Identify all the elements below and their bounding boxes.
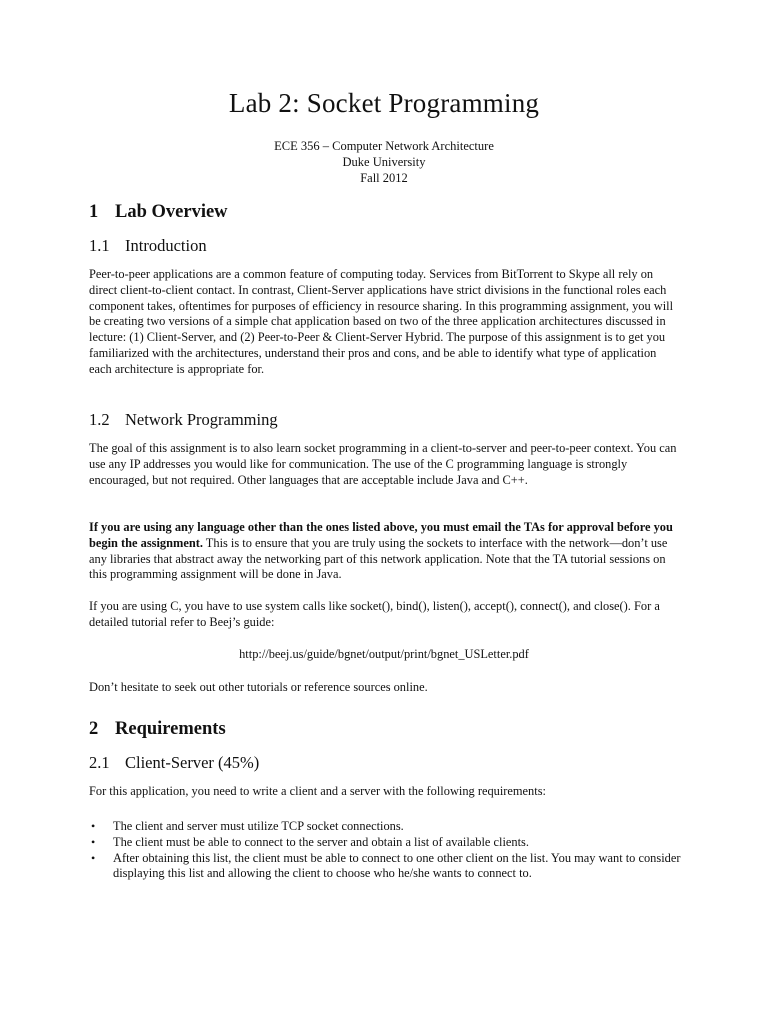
subsection-number: 1.2 <box>89 410 110 429</box>
list-item <box>89 819 684 835</box>
subsection-title: Introduction <box>125 236 207 255</box>
section-title: Requirements <box>115 719 226 739</box>
section-number: 1 <box>89 202 99 222</box>
tutorials-paragraph: Don’t hesitate to seek out other tutorials or reference sources online. <box>89 680 428 694</box>
approval-notice: If you are using any language other than the ones listed above, you must email the TAs for approval before you begin the assignment. <box>89 520 673 550</box>
list-item <box>89 851 684 883</box>
introduction-paragraph: Peer-to-peer applications are a common feature of computing today. Services from BitTorrent to Skype all rely on direct client-to-client contact. In contrast, Client-Server applications have strict divisions in the functional roles each component takes, oftentimes for purposes of efficiency in resource sharing. In this programming assignment, you will be creating two versions of a simple chat application based on two of the three application architectures discussed in lecture: (1) Client-Server, and (2) Peer-to-Peer & Client-Server Hybrid. The purpose of this assignment is to get you familiarized with the architectures, understand their pros and cons, and be able to identify what type of application each architecture is appropriate for. <box>89 267 674 376</box>
subsection-title: Network Programming <box>125 410 278 429</box>
subsection-number: 1.1 <box>89 236 110 255</box>
bullet-icon: • <box>91 850 96 865</box>
term: Fall 2012 <box>360 171 408 185</box>
language-approval-paragraph <box>89 520 679 583</box>
subsection-number: 2.1 <box>89 753 110 772</box>
bullet-icon: • <box>91 819 96 833</box>
client-server-intro-paragraph: For this application, you need to write a client and a server with the following requirements: <box>89 784 546 798</box>
approval-details: This is to ensure that you are truly using the sockets to interface with the network—don’t use any libraries that abstract away the networking part of this network application. Note that the TA tutorial sessions on this programming assignment will be done in Java. <box>89 535 668 582</box>
subsection-2-1-heading <box>89 753 259 773</box>
course-name: ECE 356 – Computer Network Architecture <box>274 139 494 153</box>
system-calls-paragraph: If you are using C, you have to use system calls like socket(), bind(), listen(), accept(), connect(), and close(). For a detailed tutorial refer to Beej’s guide: <box>89 599 660 629</box>
document-title: Lab 2: Socket Programming <box>228 88 540 118</box>
section-number: 2 <box>89 719 99 739</box>
university-name: Duke University <box>342 155 426 169</box>
subsection-title: Client-Server (45%) <box>125 753 260 772</box>
section-2-heading <box>89 719 226 740</box>
network-programming-paragraph: The goal of this assignment is to also learn socket programming in a client-to-server and peer-to-peer context. You can use any IP addresses you would like for communication. The use of the C programming language is strongly encouraged, but not required. Other languages that are acceptable include Java and C++. <box>89 441 677 487</box>
requirements-list <box>89 819 684 882</box>
list-item-text: The client must be able to connect to the server and obtain a list of available clients. <box>113 834 529 849</box>
subsection-1-1-heading <box>89 236 207 256</box>
list-item-text: The client and server must utilize TCP socket connections. <box>113 819 404 833</box>
bullet-icon: • <box>91 834 96 849</box>
subsection-1-2-heading <box>89 410 278 430</box>
section-1-heading <box>89 202 228 223</box>
section-title: Lab Overview <box>115 202 228 222</box>
beej-guide-link[interactable]: http://beej.us/guide/bgnet/output/print/bgnet_USLetter.pdf <box>239 647 529 661</box>
list-item-text: After obtaining this list, the client must be able to connect to one other client on the list. You may want to consider displaying this list and allowing the client to choose who he/she wants to connect to. <box>113 850 681 881</box>
list-item <box>89 835 684 851</box>
